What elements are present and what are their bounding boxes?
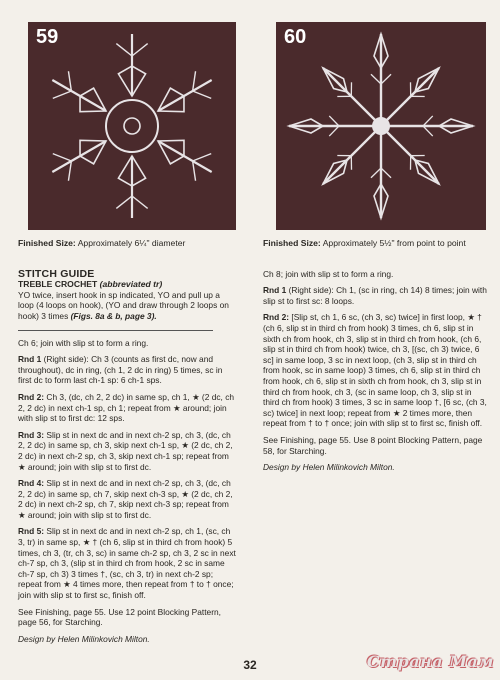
snowflake-branch xyxy=(193,91,212,98)
pattern-59-column xyxy=(18,238,238,644)
snowflake-photo-59 xyxy=(28,22,236,230)
snowflake-arm xyxy=(381,126,439,184)
finished-size-label: Finished Size: xyxy=(18,238,76,248)
snowflake-branch xyxy=(53,154,72,161)
snowflake-arm xyxy=(323,126,381,184)
round-text: Slip st in next dc and in next ch-2 sp, ch 1, (sc, ch 3, tr) in same sp, ★ † (ch 6, slip st in third ch from hook) 5 times, ch 3, (tr, ch 3, sc) in same ch-2 sp, ch 3, 2 sc in next ch-7 sp, ch 3, (slip st in third ch from hook, 2 sc in same ch-7 sp, ch 3) 3 times †, (sc, ch 3, tr) in next ch-2 sp; repeat from ★ 4 times more, then repeat from † to † once; join with slip st to first sc, finish off. xyxy=(18,526,236,601)
snowflake-photo-60 xyxy=(276,22,486,230)
designer-credit: Design by Helen Milinkovich Milton. xyxy=(18,633,150,644)
finished-size-label: Finished Size: xyxy=(263,238,321,248)
snowflake-branch xyxy=(193,71,196,91)
snowflake-branch xyxy=(371,74,381,84)
snowflake-branch xyxy=(132,196,148,208)
site-watermark: Страна Мам xyxy=(366,652,494,671)
round-label: Rnd 4: xyxy=(18,478,45,489)
round-text: Slip st in next dc and in next ch-2 sp, ch 3, (dc, ch 2, 2 dc) in same sp, ch 3, skip next ch-1 sp, ★ (2 dc, ch 2, 2 dc) in next ch-2 sp, ch 3, skip next ch-1 sp; repeat from ★ around; join with slip st to first dc. xyxy=(18,429,233,472)
snowflake-arm xyxy=(323,68,381,126)
snowflake-centre-ring xyxy=(106,100,158,152)
round-2 xyxy=(18,392,238,424)
snowflake-arm xyxy=(381,68,439,126)
designer-credit: Design by Helen Milinkovich Milton. xyxy=(263,462,395,473)
round-text: Ch 3, (dc, ch 2, 2 dc) in same sp, ch 1, ★ (2 dc, ch 2, 2 dc) in next ch-1 sp, ch 1; repeat from ★ around; join with slip st to first dc: 12 sps. xyxy=(18,391,235,424)
photo-number-59: 59 xyxy=(36,26,59,48)
round-3 xyxy=(18,430,238,472)
round-4 xyxy=(18,478,238,520)
round-label: Rnd 2: xyxy=(18,391,45,402)
snowflake-branch xyxy=(68,161,71,181)
snowflake-branch xyxy=(68,71,71,91)
round-label: Rnd 3: xyxy=(18,429,45,440)
round-label: Rnd 2: xyxy=(263,312,290,323)
snowflake-branch xyxy=(116,196,132,208)
round-text: [Slip st, ch 1, 6 sc, (ch 3, sc) twice] in first loop, ★ † (ch 6, slip st in third ch from hook) 3 times, ch 6, slip st in sixth ch from hook, ch 3, slip st in third ch from hook, (ch 6, slip st in third ch from hook) twice, ch 3, [(sc, ch 3) twice, 6 sc] in same loop, 3 sc in next loop, (ch 3, slip st in third ch from hook, sc in same loop) 3 times, ch 6, slip st in third ch from hook, ch 6, slip st in sixth ch from hook, ch 3, slip st in third ch from hook, ch 3, (sc in same loop, ch 3, slip st in third ch from hook) 3 times, 3 sc in same loop †, [6 sc, (ch 3, sc) twice] in next loop; repeat from ★ 2 times more, then repeat from † to † once; join with slip st to first sc, finish off. xyxy=(263,312,487,429)
stitch-guide-fig: (Figs. 8a & b, page 3). xyxy=(70,310,157,321)
round-text: (Right side): Ch 3 (counts as first dc, now and throughout), dc in ring, (ch 1, 2 dc in ring) 5 times, sc in first dc to form last ch-1 sp: 6 ch-1 sps. xyxy=(18,354,223,386)
finished-size-value: Approximately 5½" from point to point xyxy=(320,238,466,248)
snowflake-branch xyxy=(53,91,72,98)
snowflake-centre xyxy=(372,117,390,135)
snowflake-branch xyxy=(329,126,339,136)
stitch-guide-title: STITCH GUIDE xyxy=(18,267,95,280)
pattern-intro: Ch 8; join with slip st to form a ring. xyxy=(263,268,394,279)
stitch-guide-text xyxy=(18,290,238,322)
stitch-guide-subtitle xyxy=(18,279,238,290)
round-label: Rnd 5: xyxy=(18,526,45,537)
page-number: 32 xyxy=(243,658,257,672)
photo-number-60: 60 xyxy=(284,26,307,48)
finishing-note: See Finishing, page 55. Use 12 point Blocking Pattern, page 56, for Starching. xyxy=(18,606,221,628)
finished-size-value: Approximately 6¼" diameter xyxy=(75,238,186,248)
snowflake-branch xyxy=(381,74,391,84)
round-1 xyxy=(18,354,238,386)
divider xyxy=(18,330,213,331)
round-1 xyxy=(263,285,489,306)
snowflake-branch xyxy=(423,116,433,126)
snowflake-centre xyxy=(124,118,140,134)
round-text: Slip st in next dc and in next ch-2 sp, ch 3, (dc, ch 2, 2 dc) in same sp, ch 7, skip next ch-3 sp, ★ (2 dc, ch 2, 2 dc) in next ch-2 sp, ch 7, skip next ch-3 sp; repeat from ★ around; join with slip st to first dc. xyxy=(18,478,233,520)
snowflake-branch xyxy=(116,44,132,56)
stitch-name: TREBLE CROCHET xyxy=(18,279,98,290)
pattern-60-column xyxy=(263,238,489,473)
snowflake-branch xyxy=(381,168,391,178)
snowflake-branch xyxy=(423,126,433,136)
round-5 xyxy=(18,526,238,600)
snowflake-branch xyxy=(193,161,196,181)
finished-size-59 xyxy=(18,238,238,249)
snowflake-59-drawing xyxy=(28,22,236,230)
snowflake-branch xyxy=(371,168,381,178)
pattern-intro: Ch 6; join with slip st to form a ring. xyxy=(18,337,149,348)
round-text: (Right side): Ch 1, (sc in ring, ch 14) 8 times; join with slip st to first sc: 8 loops. xyxy=(263,285,487,306)
snowflake-branch xyxy=(193,154,212,161)
finished-size-60 xyxy=(263,238,489,249)
stitch-guide-body: YO twice, insert hook in sp indicated, YO and pull up a loop (4 loops on hook), (YO and draw through 2 loops on hook) 3 times xyxy=(18,289,229,321)
finishing-note: See Finishing, page 55. Use 8 point Blocking Pattern, page 58, for Starching. xyxy=(263,434,483,456)
round-2 xyxy=(263,312,489,429)
round-label: Rnd 1 xyxy=(18,354,42,365)
round-label: Rnd 1 xyxy=(263,285,287,296)
snowflake-branch xyxy=(329,116,339,126)
snowflake-branch xyxy=(132,44,148,56)
snowflake-60-drawing xyxy=(276,22,486,230)
stitch-abbrev: (abbreviated tr) xyxy=(99,279,163,290)
